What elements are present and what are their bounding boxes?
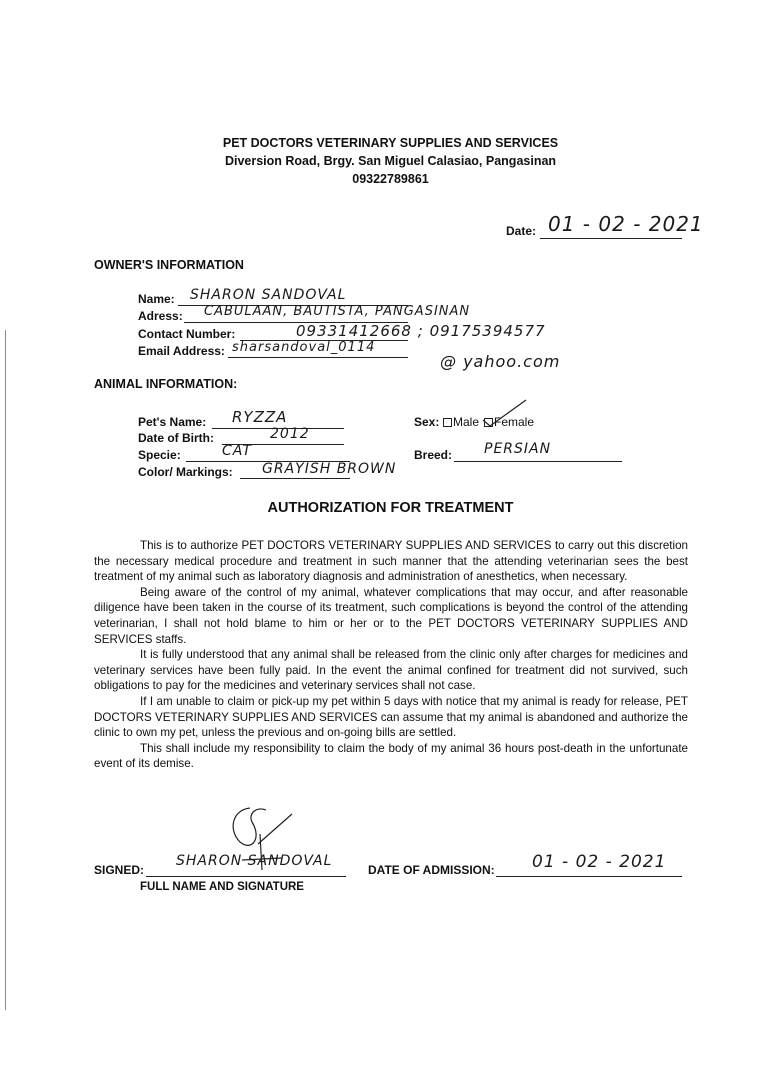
specie-value: CAT [222,443,252,459]
breed-label: Breed: [414,448,453,462]
company-name: PET DOCTORS VETERINARY SUPPLIES AND SERVICES [222,136,559,150]
authorization-paragraph: This is to authorize PET DOCTORS VETERINARY SUPPLIES AND SERVICES to carry out this discretion the necessary medical procedure and treatment in such manner that the attending veterinarian sees the best treatment of my animal such as laboratory diagnosis and administration of anesthetics, when necessary. [94,539,688,584]
scan-edge [5,330,6,1010]
email-line [228,357,408,358]
male-checkbox[interactable] [443,418,452,427]
admission-line [496,876,682,877]
sex-label: Sex: [414,415,440,429]
owner-heading: OWNER'S INFORMATION [94,258,244,272]
breed-value: PERSIAN [484,441,552,457]
specie-label: Specie: [138,448,181,462]
admission-value: 01 - 02 - 2021 [532,852,667,872]
company-phone: 09322789861 [352,172,429,186]
authorization-body [94,538,688,772]
signed-label: SIGNED: [94,863,145,877]
email-value-continued: @ yahoo.com [440,352,561,371]
authorization-title: AUTHORIZATION FOR TREATMENT [267,500,514,516]
color-line [240,478,350,479]
name-value: SHARON SANDOVAL [190,287,347,303]
female-check-mark [480,396,530,432]
email-value: sharsandoval_0114 [232,340,376,355]
pet-name-value: RYZZA [232,408,288,426]
male-option: Male [453,415,480,429]
signed-value: SHARON SANDOVAL [176,853,333,869]
contact-value: 09331412668 ; 09175394577 [296,322,546,340]
admission-label: DATE OF ADMISSION: [368,863,495,877]
contact-label: Contact Number: [138,327,236,341]
dob-label: Date of Birth: [138,431,214,445]
name-label: Name: [138,292,175,306]
pet-name-label: Pet's Name: [138,415,207,429]
address-label: Adress: [138,309,183,323]
address-value: CABULAAN, BAUTISTA, PANGASINAN [204,304,471,319]
signed-line [146,876,346,877]
color-label: Color/ Markings: [138,465,233,479]
date-line [540,238,682,239]
breed-line [454,461,622,462]
authorization-paragraph: Being aware of the control of my animal, whatever complications that may occur, and after reasonable diligence have been taken in the course of its treatment, such complications is beyond the control of the attending veterinarian, I shall not hold blame to him or her or to the PET DOCTORS VETERINARY SUPPLIES AND SERVICES staffs. [94,585,688,646]
female-option: Female [494,415,535,429]
email-label: Email Address: [138,344,225,358]
animal-heading: ANIMAL INFORMATION: [94,377,238,391]
authorization-paragraph: If I am unable to claim or pick-up my pet within 5 days with notice that my animal is ready for release, PET DOCTORS VETERINARY SUPPLIES AND SERVICES can assume that my animal is abandoned and authorize the clinic to own my pet, unless the previous and on-going bills are settled. [94,694,688,740]
date-label: Date: [506,224,537,238]
color-value: GRAYISH BROWN [262,461,397,477]
authorization-paragraph: This shall include my responsibility to claim the body of my animal 36 hours post-death in the unfortunate event of its demise. [94,741,688,771]
company-address: Diversion Road, Brgy. San Miguel Calasiao, Pangasinan [224,154,557,168]
signature-caption: FULL NAME AND SIGNATURE [140,881,304,893]
dob-value: 2012 [270,426,310,442]
date-value: 01 - 02 - 2021 [548,212,704,236]
authorization-paragraph: It is fully understood that any animal shall be released from the clinic only after charges for medicines and veterinary services have been fully paid. In the event the animal confined for treatment did not survived, such obligations to pay for the medicines and veterinary services shall not case. [94,648,688,693]
